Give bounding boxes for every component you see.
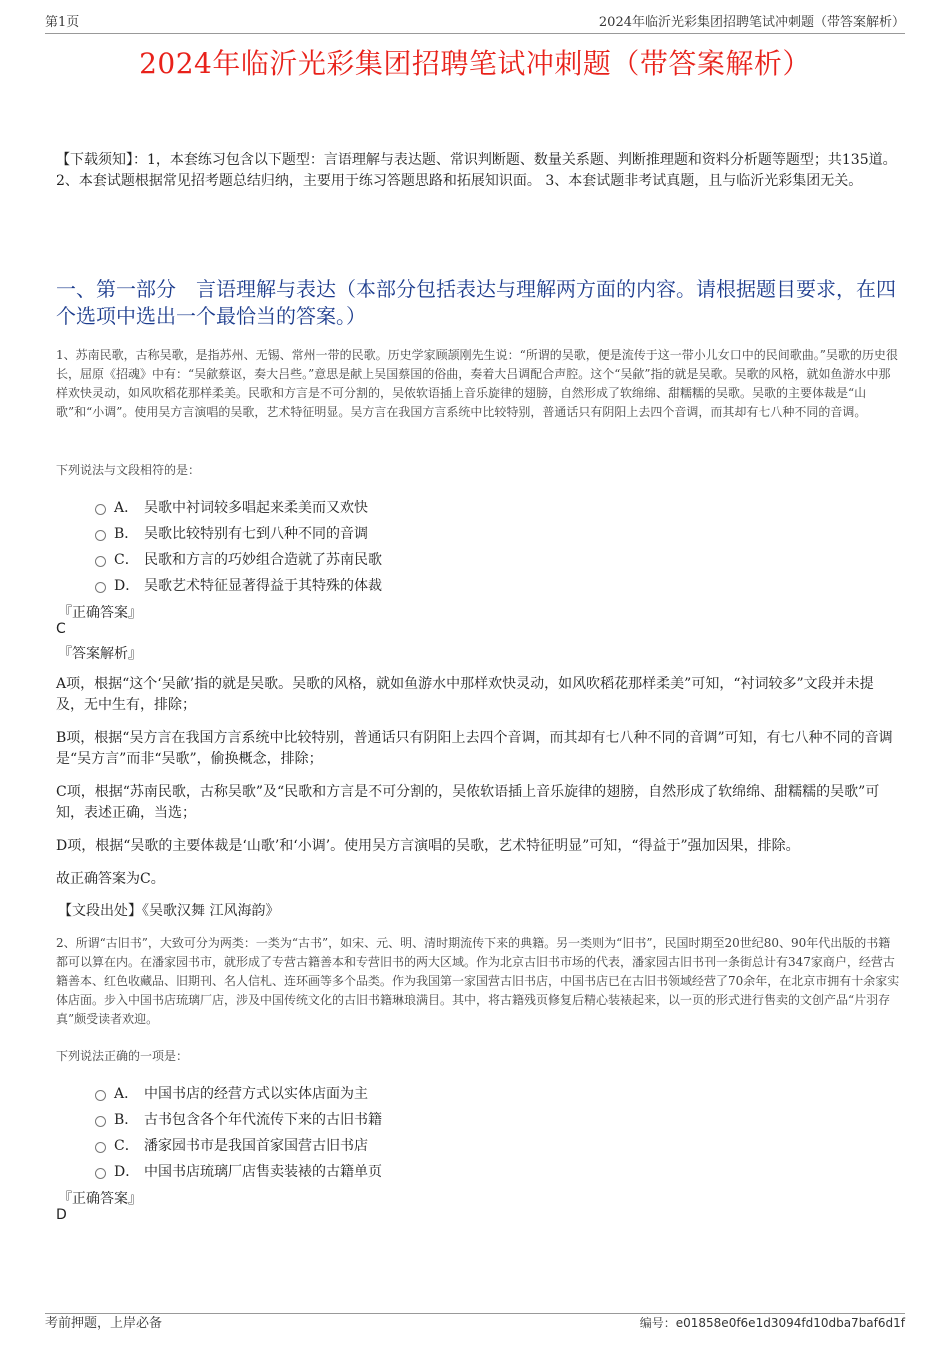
answer-analysis	[56, 674, 900, 902]
text-source: 【文段出处】《吴歌汉舞 江风海韵》	[58, 903, 280, 919]
radio-icon[interactable]	[95, 1116, 106, 1127]
analysis-paragraph: B项，根据“吴方言在我国方言系统中比较特别，普通话只有阴阳上去四个音调，而其却有七八种不同的音调”可知，有七八种不同的音调是“吴方言”而非“吴歌”，偷换概念，排除；	[56, 730, 893, 767]
analysis-paragraph: 故正确答案为C。	[56, 871, 165, 887]
download-notice: 【下载须知】：1，本套练习包含以下题型：言语理解与表达题、常识判断题、数量关系题、判断推理题和资料分析题等题型；共135道。 2、本套试题根据常见招考题总结归纳，主要用于练习答题思路和拓展知识面。 3、本套试题非考试真题，且与临沂光彩集团无关。	[56, 152, 897, 189]
option-d[interactable]: D． 中国书店琉璃厂店售卖装裱的古籍单页	[95, 1158, 382, 1184]
option-c[interactable]: C． 潘家园书市是我国首家国营古旧书店	[95, 1132, 382, 1158]
analysis-paragraph: D项，根据“吴歌的主要体裁是‘山歌’和‘小调’。使用吴方言演唱的吴歌，艺术特征明显”可知，“得益于”强加因果，排除。	[56, 838, 800, 854]
header-doc-title: 2024年临沂光彩集团招聘笔试冲刺题（带答案解析）	[598, 15, 905, 30]
radio-icon[interactable]	[95, 582, 106, 593]
question-1-text: 1、苏南民歌，古称吴歌，是指苏州、无锡、常州一带的民歌。历史学家顾颉刚先生说：“所谓的吴歌，便是流传于这一带小儿女口中的民间歌曲。”吴歌的历史很长，屈原《招魂》中有：“吴歈蔡讴，奏大吕些。”意思是献上吴国蔡国的俗曲，奏着大吕调配合声腔。这个“吴歈”指的就是吴歌。吴歌的风格，就如鱼游水中那样欢快灵动，如风吹稻花那样柔美。民歌和方言是不可分割的，吴侬软语插上音乐旋律的翅膀，自然形成了软绵绵、甜糯糯的吴歌。吴歌的主要体裁是“山歌”和“小调”。使用吴方言演唱的吴歌，艺术特征明显。吴方言在我国方言系统中比较特别，普通话只有阴阳上去四个音调，而其却有七八种不同的音调。	[56, 348, 898, 419]
option-b[interactable]: B． 吴歌比较特别有七到八种不同的音调	[95, 520, 382, 546]
option-a[interactable]: A． 中国书店的经营方式以实体店面为主	[95, 1080, 382, 1106]
page-number: 第1页	[45, 15, 80, 30]
question-1-options	[95, 494, 382, 598]
option-d[interactable]: D． 吴歌艺术特征显著得益于其特殊的体裁	[95, 572, 382, 598]
analysis-paragraph: A项，根据“这个‘吴歈’指的就是吴歌。吴歌的风格，就如鱼游水中那样欢快灵动，如风吹稻花那样柔美”可知，“衬词较多”文段并未提及，无中生有，排除；	[56, 676, 874, 713]
question-2-options	[95, 1080, 382, 1184]
document-id: 编号：e01858e0f6e1d3094fd10dba7baf6d1f	[639, 1316, 905, 1330]
section-heading: 一、第一部分 言语理解与表达（本部分包括表达与理解两方面的内容。请根据题目要求，在四个选项中选出一个最恰当的答案。）	[56, 277, 896, 328]
answer-label: 『正确答案』	[58, 605, 142, 621]
answer-label: 『正确答案』	[58, 1191, 142, 1207]
answer-value: D	[56, 1207, 67, 1223]
page-header	[45, 14, 905, 34]
option-b[interactable]: B． 古书包含各个年代流传下来的古旧书籍	[95, 1106, 382, 1132]
question-2-prompt: 下列说法正确的一项是：	[56, 1049, 189, 1063]
radio-icon[interactable]	[95, 1090, 106, 1101]
page-title: 2024年临沂光彩集团招聘笔试冲刺题（带答案解析）	[139, 47, 811, 80]
analysis-paragraph: C项，根据“苏南民歌，古称吴歌”及“民歌和方言是不可分割的，吴侬软语插上音乐旋律的翅膀，自然形成了软绵绵、甜糯糯的吴歌”可知，表述正确，当选；	[56, 784, 880, 821]
option-a[interactable]: A． 吴歌中衬词较多唱起来柔美而又欢快	[95, 494, 382, 520]
question-2-text: 2、所谓“古旧书”，大致可分为两类：一类为“古书”，如宋、元、明、清时期流传下来的典籍。另一类则为“旧书”，民国时期至20世纪80、90年代出版的书籍都可以算在内。在潘家园书市，就形成了专营古籍善本和专营旧书的两大区域。作为北京古旧书市场的代表，潘家园古旧书刊一条街总计有347家商户，经营古籍善本、红色收藏品、旧期刊、名人信札、连环画等多个品类。作为我国第一家国营古旧书店，中国书店已在古旧书领域经营了70余年，在北京市拥有十余家实体店面。步入中国书店琉璃厂店，涉及中国传统文化的古旧书籍琳琅满目。其中，将古籍残页修复后精心装裱起来，以一页的形式进行售卖的文创产品“片羽存真”颇受读者欢迎。	[56, 936, 900, 1026]
radio-icon[interactable]	[95, 504, 106, 515]
radio-icon[interactable]	[95, 1142, 106, 1153]
option-c[interactable]: C． 民歌和方言的巧妙组合造就了苏南民歌	[95, 546, 382, 572]
radio-icon[interactable]	[95, 1168, 106, 1179]
analysis-label: 『答案解析』	[58, 646, 142, 662]
footer-slogan: 考前押题，上岸必备	[45, 1316, 163, 1331]
page-footer	[45, 1313, 905, 1331]
radio-icon[interactable]	[95, 556, 106, 567]
answer-value: C	[56, 621, 66, 637]
question-1-prompt: 下列说法与文段相符的是：	[56, 463, 201, 477]
radio-icon[interactable]	[95, 530, 106, 541]
